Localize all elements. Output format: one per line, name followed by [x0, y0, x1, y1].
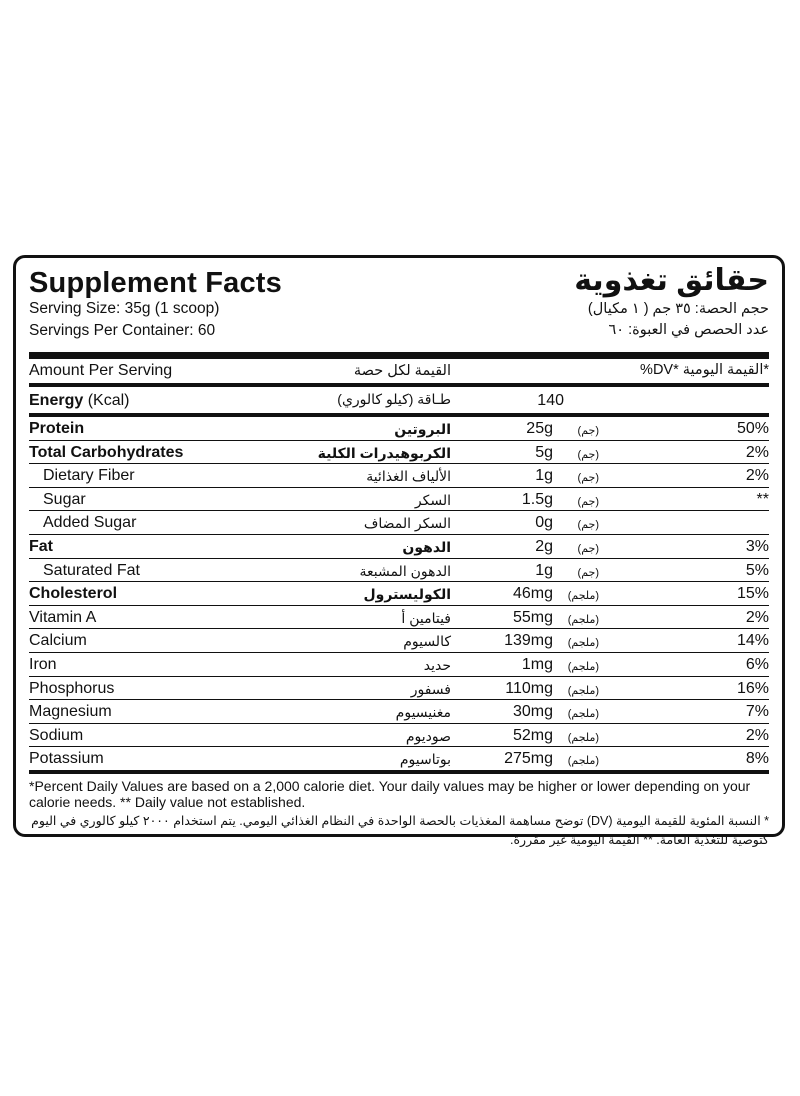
- nutrient-unit-arabic: (ملجم): [567, 755, 599, 768]
- nutrient-amount: 110mg: [505, 679, 553, 697]
- nutrient-unit-arabic: (جم): [577, 495, 599, 508]
- nutrient-daily-value: 2%: [745, 608, 769, 626]
- nutrient-amount: 1g: [535, 561, 553, 579]
- nutrient-daily-value: 8%: [745, 750, 769, 768]
- nutrient-unit-arabic: (جم): [577, 519, 599, 532]
- nutrient-unit-arabic: (جم): [577, 566, 599, 579]
- nutrient-daily-value: 7%: [745, 703, 769, 721]
- nutrient-name: Phosphorus: [29, 679, 115, 697]
- nutrient-row-protein: [29, 417, 769, 440]
- nutrient-name-arabic: الدهون المشبعة: [359, 562, 451, 579]
- title-arabic: حقائق تغذوية: [574, 264, 769, 297]
- nutrient-name: Iron: [29, 655, 57, 673]
- nutrient-row-iron: [29, 652, 769, 676]
- nutrient-daily-value: 14%: [736, 632, 769, 650]
- nutrient-unit-arabic: (جم): [577, 425, 599, 437]
- nutrient-row-magnesium: [29, 699, 769, 723]
- nutrient-daily-value: 6%: [745, 655, 769, 673]
- nutrient-unit-arabic: (ملجم): [567, 684, 599, 697]
- amount-per-serving-arabic: القيمة لكل حصة: [353, 363, 451, 379]
- nutrient-row-cholesterol: [29, 581, 769, 605]
- serving-size-english: Serving Size: 35g (1 scoop): [29, 300, 220, 317]
- nutrient-daily-value: **: [756, 490, 769, 508]
- energy-label: [29, 392, 129, 410]
- nutrient-amount: 55mg: [512, 608, 553, 626]
- nutrient-row-dietary-fiber: [29, 463, 769, 487]
- nutrient-name: Fat: [29, 537, 53, 555]
- serving-size-arabic: حجم الحصة: ٣٥ جم ( ١ مكيال): [587, 301, 769, 317]
- nutrient-name: Protein: [29, 420, 85, 437]
- nutrient-name: Magnesium: [29, 703, 112, 721]
- nutrient-name-arabic: فيتامين أ: [401, 609, 451, 626]
- energy-unit: (Kcal): [87, 392, 130, 409]
- nutrient-row-sodium: [29, 723, 769, 747]
- nutrient-row-fat: [29, 534, 769, 558]
- nutrient-amount: 52mg: [512, 726, 553, 744]
- nutrient-table: [29, 417, 769, 770]
- nutrient-name-arabic: الكربوهيدرات الكلية: [317, 444, 451, 461]
- nutrient-name-arabic: الكوليسترول: [363, 586, 451, 603]
- servings-per-container-arabic: عدد الحصص في العبوة: ٦٠: [608, 322, 769, 338]
- amount-per-serving-label: Amount Per Serving: [29, 362, 173, 379]
- nutrient-unit-arabic: (جم): [577, 448, 599, 461]
- nutrient-name-arabic: كالسيوم: [403, 633, 451, 650]
- nutrient-amount: 1g: [535, 467, 553, 485]
- nutrient-amount: 139mg: [504, 632, 553, 650]
- nutrient-name-arabic: السكر: [414, 491, 451, 508]
- nutrient-daily-value: 15%: [736, 585, 769, 603]
- nutrient-row-vitamin-a: [29, 605, 769, 629]
- daily-value-heading: *القيمة اليومية *DV%: [640, 362, 769, 378]
- nutrient-name: Cholesterol: [29, 585, 118, 603]
- nutrient-name: Sugar: [43, 490, 86, 508]
- label-inner: [29, 258, 769, 847]
- footnote-english: *Percent Daily Values are based on a 2,000 calorie diet. Your daily values may be higher or lower depending on your calorie needs. ** Daily value not established.: [29, 777, 751, 811]
- nutrient-row-calcium: [29, 628, 769, 652]
- nutrient-unit-arabic: (ملجم): [567, 708, 599, 721]
- nutrient-unit-arabic: (ملجم): [567, 637, 599, 650]
- nutrient-daily-value: 2%: [745, 467, 769, 485]
- nutrient-name-arabic: السكر المضاف: [363, 515, 451, 532]
- nutrient-unit-arabic: (جم): [577, 472, 599, 485]
- nutrient-name: Sodium: [29, 726, 84, 744]
- label-header: [29, 258, 769, 352]
- supplement-facts-label: [13, 255, 785, 847]
- nutrient-name: Added Sugar: [43, 514, 137, 532]
- nutrient-row-phosphorus: [29, 676, 769, 700]
- footnote-arabic: * النسبة المئوية للقيمة اليومية (DV) توضح مساهمة المغذيات بالحصة الواحدة في النظام الغذائي اليومي. يتم استخدام ٢٠٠٠ كيلو كالوري في اليوم كتوصية للتغذية العامة. ** القيمة اليومية غير مقررة.: [31, 813, 769, 847]
- nutrient-name-arabic: البروتين: [394, 421, 451, 437]
- nutrient-amount: 46mg: [512, 585, 553, 603]
- nutrient-amount: 0g: [535, 514, 553, 532]
- nutrient-row-total-carbohydrates: [29, 440, 769, 464]
- nutrient-amount: 5g: [535, 443, 553, 461]
- nutrient-name: Potassium: [29, 750, 104, 768]
- energy-name: Energy: [29, 392, 84, 409]
- nutrient-daily-value: 3%: [745, 537, 769, 555]
- nutrient-name-arabic: الألياف الغذائية: [366, 468, 451, 485]
- nutrient-name-arabic: مغنيسيوم: [395, 704, 451, 721]
- nutrient-daily-value: 16%: [736, 679, 769, 697]
- nutrient-unit-arabic: (ملجم): [567, 613, 599, 626]
- thick-divider-top: [29, 352, 769, 359]
- nutrient-name-arabic: صوديوم: [405, 727, 451, 744]
- nutrient-name: Total Carbohydrates: [29, 443, 184, 461]
- nutrient-amount: 25g: [526, 420, 553, 437]
- nutrient-name: Dietary Fiber: [43, 467, 135, 485]
- nutrient-amount: 275mg: [504, 750, 553, 768]
- nutrient-name-arabic: فسفور: [410, 680, 451, 697]
- column-heading-row: [29, 359, 769, 383]
- nutrient-name-arabic: بوتاسيوم: [399, 751, 451, 768]
- nutrient-unit-arabic: (ملجم): [567, 731, 599, 744]
- nutrient-name: Calcium: [29, 632, 87, 650]
- nutrient-unit-arabic: (جم): [577, 542, 599, 555]
- energy-row: [29, 387, 769, 413]
- nutrient-row-saturated-fat: [29, 558, 769, 582]
- nutrient-daily-value: 5%: [745, 561, 769, 579]
- nutrient-amount: 2g: [535, 537, 553, 555]
- footnote: [29, 774, 769, 850]
- title-english: Supplement Facts: [29, 267, 282, 299]
- nutrient-name: Saturated Fat: [43, 561, 140, 579]
- energy-value: 140: [537, 392, 564, 409]
- nutrient-daily-value: 2%: [745, 726, 769, 744]
- nutrient-row-added-sugar: [29, 510, 769, 534]
- nutrient-daily-value: 50%: [736, 420, 769, 437]
- nutrient-amount: 30mg: [512, 703, 553, 721]
- nutrient-row-potassium: [29, 746, 769, 770]
- nutrient-row-sugar: [29, 487, 769, 511]
- nutrient-amount: 1mg: [521, 655, 553, 673]
- energy-label-arabic: طـاقة (كيلو كالوري): [337, 391, 451, 407]
- nutrient-unit-arabic: (ملجم): [567, 590, 599, 603]
- nutrient-unit-arabic: (ملجم): [567, 660, 599, 673]
- nutrient-daily-value: 2%: [745, 443, 769, 461]
- nutrient-name-arabic: حديد: [423, 656, 451, 673]
- nutrient-name-arabic: الدهون: [402, 538, 451, 555]
- servings-per-container-english: Servings Per Container: 60: [29, 322, 216, 339]
- nutrient-amount: 1.5g: [521, 490, 553, 508]
- nutrient-name: Vitamin A: [29, 608, 97, 626]
